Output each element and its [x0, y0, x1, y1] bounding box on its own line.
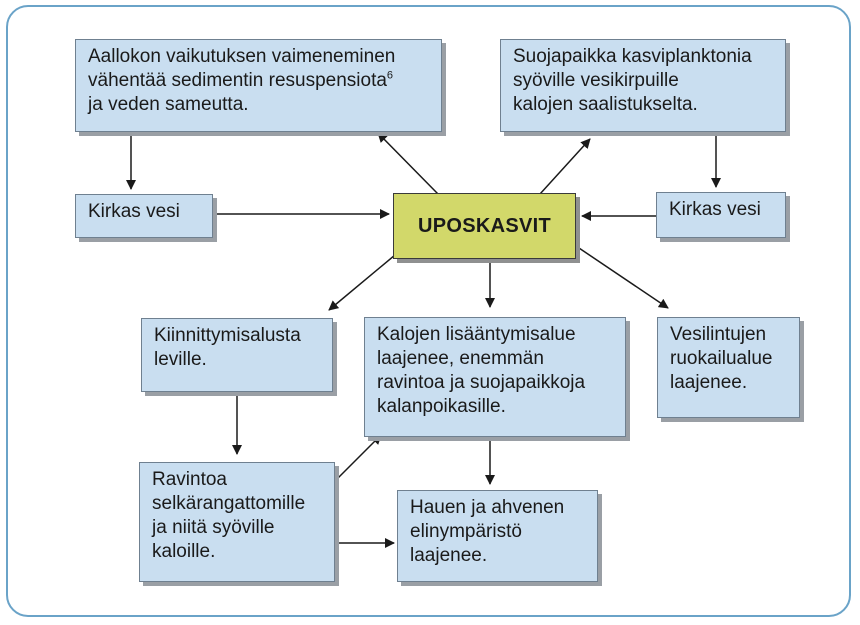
box-fish-spawning [364, 317, 626, 437]
arrow-center-to-attachment [329, 255, 395, 310]
clear-right-line1: Kirkas vesi [669, 199, 761, 220]
box-attachment [141, 318, 333, 392]
shelter-line2: syöville vesikirpuille [513, 70, 679, 91]
center-node [393, 193, 576, 259]
shelter-line3: kalojen saalistukselta. [513, 94, 698, 115]
attachment-line2: leville. [154, 349, 207, 370]
attachment-line1: Kiinnittymisalusta [154, 325, 301, 346]
shelter-line1: Suojapaikka kasviplanktonia [513, 46, 752, 67]
center-label: UPOSKASVIT [417, 214, 552, 237]
fish-spawning-line1: Kalojen lisääntymisalue [377, 324, 576, 345]
footnote-marker: 6 [386, 69, 394, 82]
waterbirds-line1: Vesilintujen [670, 324, 767, 345]
waterbirds-line3: laajenee. [670, 372, 748, 393]
fish-spawning-line2: laajenee, enemmän [377, 348, 544, 369]
wave-damping-line1: Aallokon vaikutuksen vaimeneminen [88, 46, 396, 67]
waterbirds-line2: ruokailualue [670, 348, 773, 369]
box-clear-water-left [75, 194, 213, 238]
pike-perch-line1: Hauen ja ahvenen [410, 497, 565, 518]
food-line3: ja niitä syöville [152, 517, 275, 538]
food-line1: Ravintoa [152, 469, 227, 490]
arrow-center-to-wave [378, 133, 438, 194]
arrow-food-to-fish-spawning [338, 435, 381, 478]
wave-damping-line2 [88, 69, 429, 93]
box-wave-damping [75, 39, 442, 132]
box-clear-water-right [656, 192, 786, 238]
pike-perch-line2: elinympäristö [410, 521, 522, 542]
box-waterbirds [657, 317, 800, 418]
food-line2: selkärangattomille [152, 493, 306, 514]
arrow-center-to-waterbirds [576, 246, 668, 308]
clear-left-line1: Kirkas vesi [88, 201, 180, 222]
box-food [139, 462, 335, 582]
arrow-center-to-shelter [540, 139, 590, 194]
wave-damping-line3: ja veden sameutta. [88, 94, 249, 115]
food-line4: kaloille. [152, 541, 216, 562]
fish-spawning-line3: ravintoa ja suojapaikkoja [377, 372, 586, 393]
box-shelter [500, 39, 786, 132]
wave-damping-line2-text: vähentää sedimentin resuspensiota [88, 70, 387, 91]
pike-perch-line3: laajenee. [410, 545, 488, 566]
fish-spawning-line4: kalanpoikasille. [377, 396, 506, 417]
box-pike-perch [397, 490, 598, 582]
